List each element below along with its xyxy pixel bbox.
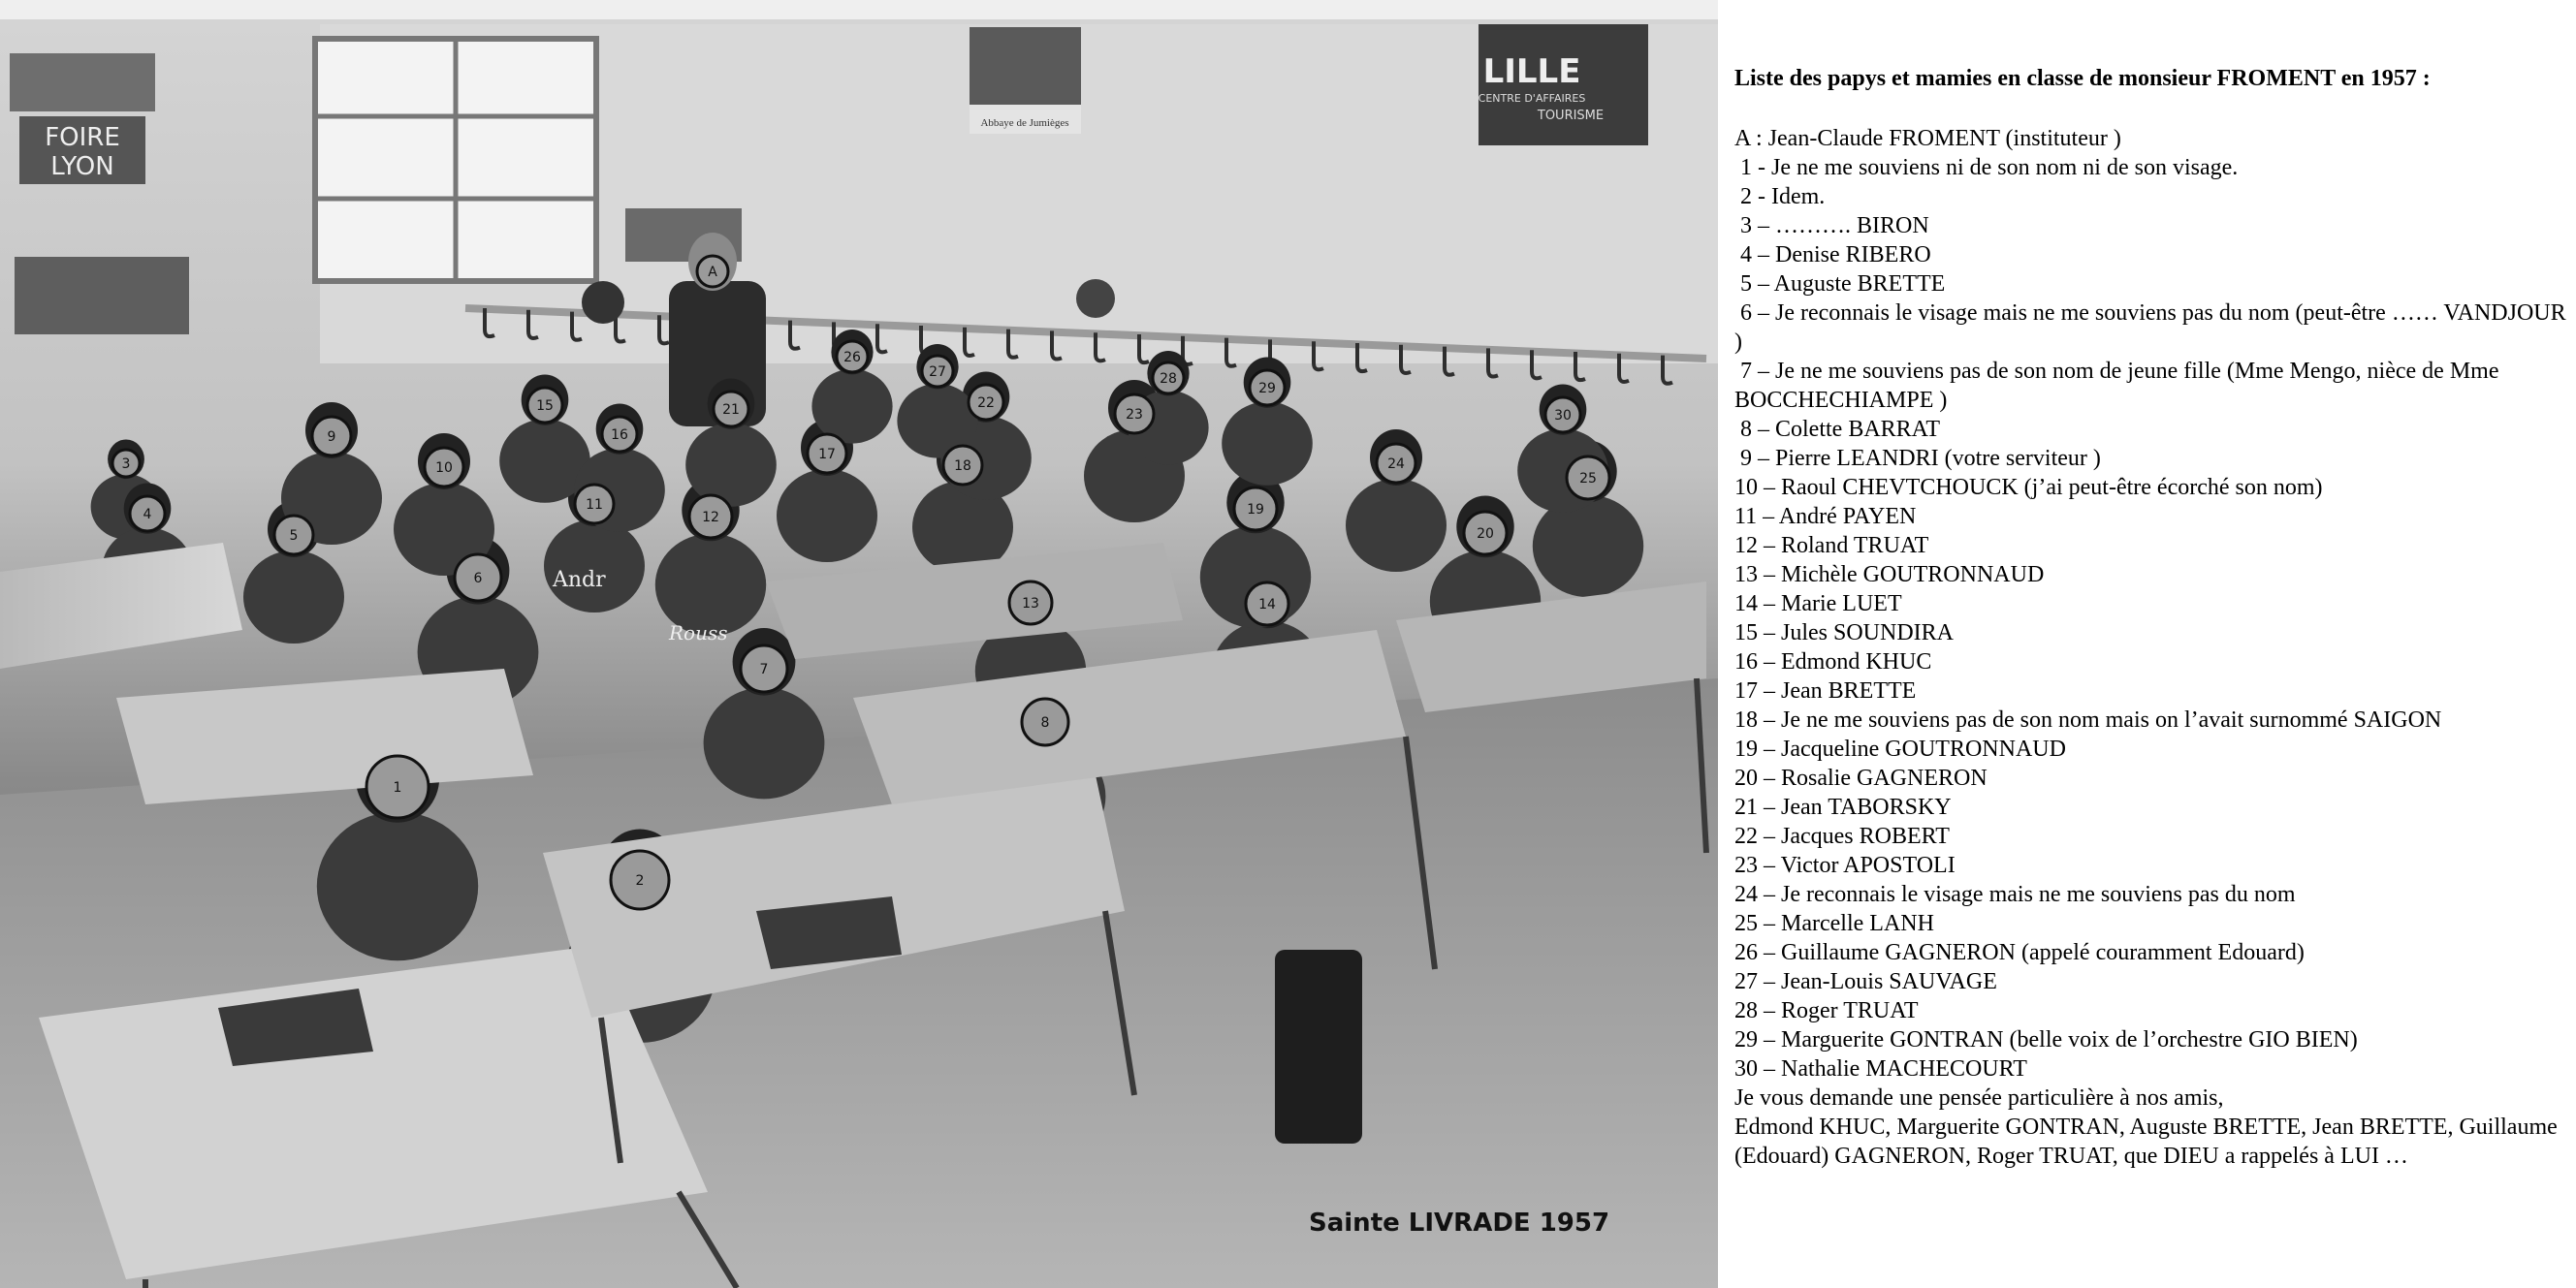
face-marker <box>1377 444 1415 483</box>
face-marker <box>602 417 637 452</box>
face-marker-label: 2 <box>635 873 645 889</box>
hat-on-hook <box>1076 279 1115 318</box>
face-marker <box>1545 397 1580 432</box>
face-marker <box>969 385 1003 420</box>
face-marker <box>697 256 728 287</box>
face-marker <box>1153 362 1184 393</box>
face-marker-label: 24 <box>1387 456 1405 472</box>
list-entry: 1 - Je ne me souviens ni de son nom ni de son visage. <box>1734 155 2239 180</box>
face-marker <box>312 417 351 456</box>
student-body <box>777 469 877 562</box>
name-list <box>1734 124 2572 1171</box>
face-marker-label: 8 <box>1040 715 1050 731</box>
face-marker-label: 22 <box>977 395 995 411</box>
wall-calendar <box>970 27 1081 134</box>
poster-city-text: LILLE <box>1482 52 1581 91</box>
wall-poster-boat <box>10 53 155 111</box>
list-entry: 28 – Roger TRUAT <box>1734 998 1919 1023</box>
list-entry: 30 – Nathalie MACHECOURT <box>1734 1056 2027 1082</box>
face-marker <box>366 756 429 818</box>
face-marker-label: 29 <box>1258 381 1276 396</box>
list-entry: 21 – Jean TABORSKY <box>1734 795 1952 820</box>
list-entry: 7 – Je ne me souviens pas de son nom de jeune fille (Mme Mengo, nièce de Mme BOCCHECHIAMPE ) <box>1734 359 2505 413</box>
face-marker <box>741 645 787 692</box>
face-marker-label: 10 <box>435 460 453 476</box>
list-entry: A : Jean-Claude FROMENT (instituteur ) <box>1734 126 2121 151</box>
caption-panel <box>1718 0 2576 1288</box>
wall-sign-foire <box>19 116 145 184</box>
face-marker <box>425 448 463 487</box>
face-marker-label: 25 <box>1579 471 1597 487</box>
face-marker <box>1567 456 1609 499</box>
face-marker <box>274 516 313 554</box>
face-marker <box>1234 487 1277 530</box>
face-marker-label: 3 <box>121 456 131 472</box>
list-entry: 26 – Guillaume GAGNERON (appelé couramment Edouard) <box>1734 940 2305 965</box>
student-body <box>317 812 478 961</box>
foire-sign-text-1: FOIRE <box>45 123 120 152</box>
school-bag <box>1275 950 1362 1144</box>
list-entry: 24 – Je reconnais le visage mais ne me souviens pas du nom <box>1734 882 2296 907</box>
face-marker-label: 20 <box>1477 526 1494 542</box>
face-marker <box>943 446 982 485</box>
list-entry: 12 – Roland TRUAT <box>1734 533 1929 558</box>
face-marker-label: 4 <box>143 507 152 522</box>
student-body <box>243 550 344 644</box>
face-marker-label: 7 <box>759 662 769 677</box>
face-marker <box>527 388 562 423</box>
list-entry: 23 – Victor APOSTOLI <box>1734 853 1956 878</box>
face-marker <box>112 450 140 477</box>
list-entry: 4 – Denise RIBERO <box>1734 242 1931 267</box>
face-marker-label: 30 <box>1554 408 1572 424</box>
face-marker <box>837 341 868 372</box>
face-marker-label: 16 <box>611 427 628 443</box>
foire-sign-text-2: LYON <box>50 152 114 181</box>
desk-writing-2: Rouss <box>669 621 728 644</box>
list-entry: 29 – Marguerite GONTRAN (belle voix de l’orchestre GIO BIEN) <box>1734 1027 2358 1052</box>
list-entry: 2 - Idem. <box>1734 184 1826 209</box>
photo-caption: Sainte LIVRADE 1957 <box>1309 1209 1610 1238</box>
face-marker <box>130 496 165 531</box>
list-entry: 13 – Michèle GOUTRONNAUD <box>1734 562 2045 587</box>
list-entry: 6 – Je reconnais le visage mais ne me souviens pas du nom (peut-être …… VANDJOUR ) <box>1734 300 2572 355</box>
desk-writing-1: Andr <box>553 568 606 592</box>
face-marker-label: 9 <box>327 429 336 445</box>
face-marker <box>1009 581 1052 624</box>
list-entry: 9 – Pierre LEANDRI (votre serviteur ) <box>1734 446 2101 471</box>
face-marker <box>611 851 669 909</box>
face-marker-label: 12 <box>702 510 719 525</box>
student-body <box>1346 479 1447 572</box>
face-marker <box>1246 582 1288 625</box>
list-entry: 15 – Jules SOUNDIRA <box>1734 620 1955 645</box>
student-body <box>811 369 892 444</box>
face-marker <box>1250 370 1285 405</box>
wall-poster-landscape <box>15 257 189 334</box>
face-marker-label: A <box>708 265 717 280</box>
face-marker <box>714 392 748 426</box>
face-marker <box>1115 394 1154 433</box>
student-body <box>1222 401 1313 485</box>
face-marker-label: 23 <box>1126 407 1143 423</box>
list-entry: 8 – Colette BARRAT <box>1734 417 1941 442</box>
face-marker-label: 14 <box>1258 597 1276 613</box>
face-marker <box>922 356 953 387</box>
face-marker-label: 26 <box>843 350 861 365</box>
list-entry: 25 – Marcelle LANH <box>1734 911 1934 936</box>
list-entry: 22 – Jacques ROBERT <box>1734 824 1950 849</box>
face-marker-label: 15 <box>536 398 554 414</box>
list-entry: 14 – Marie LUET <box>1734 591 1902 616</box>
face-marker <box>1022 699 1068 745</box>
student-body <box>544 519 645 613</box>
list-entry: Edmond KHUC, Marguerite GONTRAN, Auguste BRETTE, Jean BRETTE, Guillaume (Edouard) GAGNERON, Roger TRUAT, que DIEU a rappelés à LUI … <box>1734 1115 2563 1169</box>
list-entry: 3 – ………. BIRON <box>1734 213 1929 238</box>
calendar-text: Abbaye de Jumièges <box>980 117 1069 129</box>
face-marker-label: 21 <box>722 402 740 418</box>
face-marker-label: 28 <box>1160 371 1177 387</box>
face-marker-label: 17 <box>818 447 836 462</box>
list-entry: 18 – Je ne me souviens pas de son nom mais on l’avait surnommé SAIGON <box>1734 707 2442 733</box>
hat-on-hook <box>582 281 624 324</box>
face-marker-label: 19 <box>1247 502 1264 518</box>
list-entry: 5 – Auguste BRETTE <box>1734 271 1946 297</box>
window <box>315 39 596 281</box>
list-entry: 19 – Jacqueline GOUTRONNAUD <box>1734 737 2066 762</box>
list-entry: 27 – Jean-Louis SAUVAGE <box>1734 969 1997 994</box>
face-marker-label: 13 <box>1022 596 1039 612</box>
face-marker-label: 5 <box>289 528 299 544</box>
face-marker <box>808 434 846 473</box>
poster-line-2: TOURISME <box>1537 109 1605 123</box>
list-entry: 11 – André PAYEN <box>1734 504 1917 529</box>
face-marker <box>575 485 614 523</box>
face-marker-label: 18 <box>954 458 971 474</box>
list-title: Liste des papys et mamies en classe de monsieur FROMENT en 1957 : <box>1734 66 2431 91</box>
list-entry: 16 – Edmond KHUC <box>1734 649 1932 675</box>
wall-poster-lille <box>1479 24 1648 145</box>
face-marker <box>1464 512 1507 554</box>
face-marker-label: 6 <box>473 571 483 586</box>
list-entry: 10 – Raoul CHEVTCHOUCK (j’ai peut-être écorché son nom) <box>1734 475 2323 500</box>
list-entry: Je vous demande une pensée particulière à nos amis, <box>1734 1085 2224 1111</box>
face-marker-label: 11 <box>586 497 603 513</box>
poster-line-1: CENTRE D'AFFAIRES <box>1478 92 1586 105</box>
list-entry: 20 – Rosalie GAGNERON <box>1734 766 1988 791</box>
face-marker <box>689 495 732 538</box>
face-marker-label: 1 <box>393 780 402 796</box>
face-marker-label: 27 <box>929 364 946 380</box>
list-entry: 17 – Jean BRETTE <box>1734 678 1917 704</box>
student-body <box>704 687 825 799</box>
student-body <box>685 423 777 506</box>
face-marker <box>455 554 501 601</box>
